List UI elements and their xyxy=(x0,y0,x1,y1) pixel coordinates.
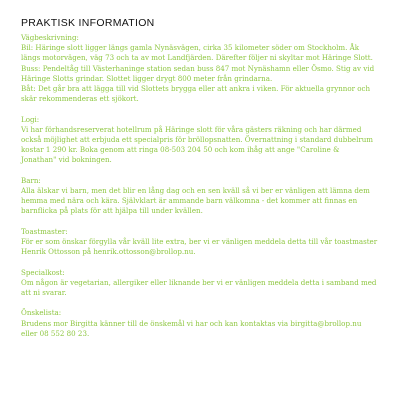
section-text-line: Om någon är vegetarian, allergiker eller liknande ber vi er vänligen meddela detta i samband med xyxy=(21,277,377,287)
section-text-line: Brudens mor Birgitta känner till de önskemål vi har och kan kontaktas via birgitta@brollop.nu xyxy=(21,318,362,328)
section-text-line: eller 08 552 80 23. xyxy=(21,328,90,338)
section-title: Toastmaster: xyxy=(21,226,68,236)
section-text-line: Jonathan" vid bokningen. xyxy=(21,155,112,165)
section-text-line: barnflicka på plats för att hjälpa till under kvällen. xyxy=(21,206,203,216)
section-vagbeskrivning xyxy=(21,33,396,104)
section-title: Barn: xyxy=(21,175,41,185)
section-text-line: För er som önskar förgylla vår kväll lite extra, ber vi er vänligen meddela detta till vår toastmaster xyxy=(21,237,378,247)
section-toastmaster xyxy=(21,227,396,258)
section-text-line: Buss: Pendeltåg till Västerhaninge station sedan buss 847 mot Nynäshamn eller Ösmo. Stig av vid xyxy=(21,63,375,73)
section-logi xyxy=(21,115,396,166)
section-text-line: Häringe Slotts grindar. Slottet ligger drygt 800 meter från grindarna. xyxy=(21,73,273,83)
section-text-line: också möjlighet att erbjuda ett specialpris för bröllopsnatten. Övernattning i standard dubbelrum xyxy=(21,135,374,145)
section-title: Vägbeskrivning: xyxy=(21,33,79,42)
section-text-line: kostar 1 290 kr. Boka genom att ringa 08-503 204 50 och kom ihåg att ange "Caroline & xyxy=(21,145,340,155)
section-text-line: skär rekommenderas ett sjökort. xyxy=(21,94,139,104)
section-title: Önskelista: xyxy=(21,308,62,318)
section-title: Logi: xyxy=(21,114,40,124)
section-text-line: längs motorvägen, väg 73 och ta av mot Landfjärden. Därefter följer ni skyltar mot Häringe Slott. xyxy=(21,53,373,63)
info-sections xyxy=(21,33,396,339)
section-onskelista xyxy=(21,308,396,339)
page-title: PRAKTISK INFORMATION xyxy=(21,17,155,29)
section-text-line: Bil: Häringe slott ligger längs gamla Nynäsvägen, cirka 35 kilometer söder om Stockholm. Åk xyxy=(21,43,360,53)
section-text-line: Båt: Det går bra att lägga till vid Slottets brygga eller att ankra i viken. För aktuella grynnor och xyxy=(21,84,371,94)
section-specialkost xyxy=(21,268,396,299)
section-text-line: hemma med nära och kära. Självklart är ammande barn välkomna - det kommer att finnas en xyxy=(21,196,358,206)
section-text-line: Vi har förhandsreserverat hotellrum på Häringe slott för våra gästers räkning och har därmed xyxy=(21,124,362,134)
section-text-line: Henrik Ottosson på henrik.ottosson@brollop.nu. xyxy=(21,247,196,257)
section-text-line: Alla älskar vi barn, men det blir en lång dag och en sen kväll så vi ber er vänligen att lämna dem xyxy=(21,186,370,196)
section-text-line: att ni svarar. xyxy=(21,288,67,298)
section-title: Specialkost: xyxy=(21,267,65,277)
section-barn xyxy=(21,176,396,217)
